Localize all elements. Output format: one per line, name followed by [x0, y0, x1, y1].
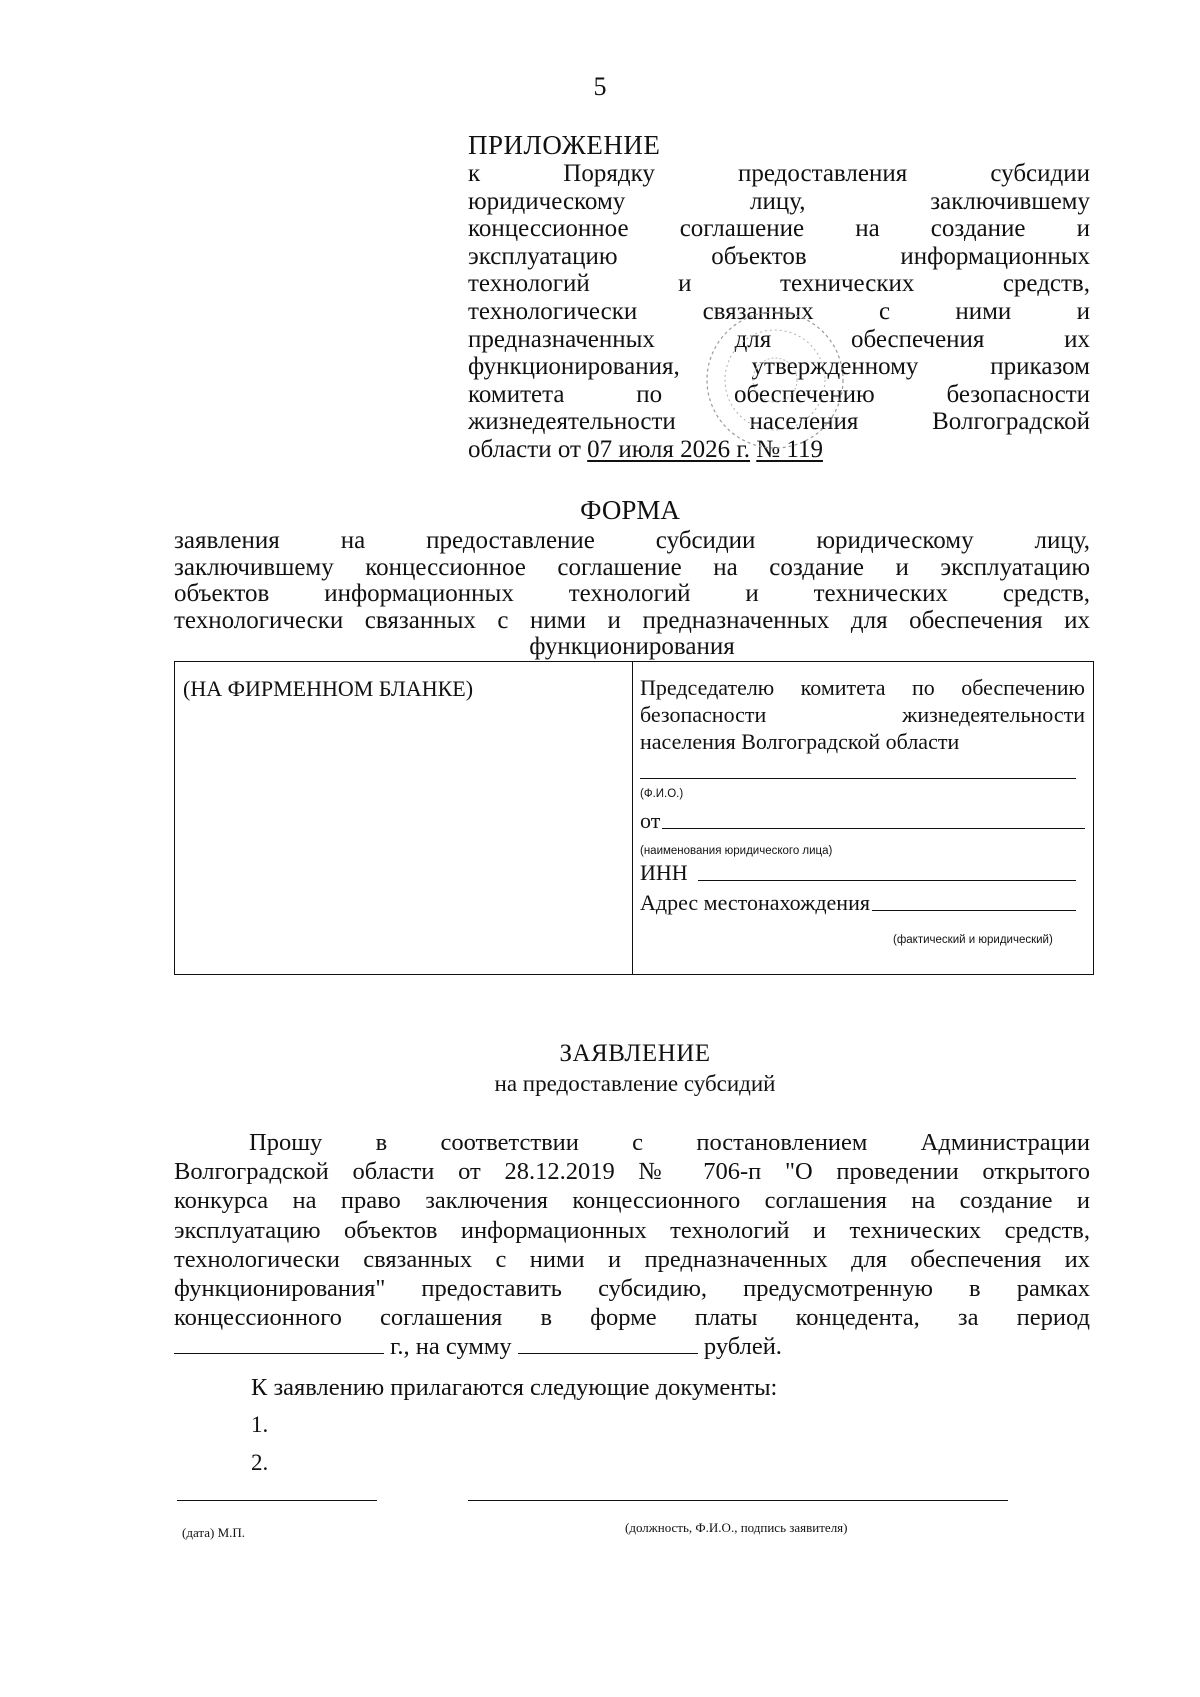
addressee-line: безопасности жизнедеятельности [640, 702, 1085, 727]
statement-line: концессионного соглашения в форме платы концедента, за период [174, 1304, 1090, 1332]
appendix-line: комитета по обеспечению безопасности [468, 380, 1090, 408]
statement-line: Волгоградской области от 28.12.2019 № 706-п "О проведении открытого [174, 1158, 1090, 1186]
date-signature-line[interactable] [177, 1500, 377, 1501]
header-table [174, 661, 1094, 975]
fio-field[interactable] [640, 778, 1076, 779]
attachments-intro: К заявлению прилагаются следующие документы: [251, 1374, 778, 1401]
appendix-line: жизнедеятельности населения Волгоградской [468, 408, 1090, 436]
from-field[interactable] [640, 808, 1085, 834]
appendix-line: технологий и технических средств, [468, 270, 1090, 298]
appendix-line: эксплуатацию объектов информационных [468, 242, 1090, 270]
seal-stamp-icon [700, 305, 850, 455]
form-title: ФОРМА [580, 495, 680, 525]
order-number: № 119 [756, 435, 823, 463]
form-subtitle [174, 528, 1090, 661]
address-input-line[interactable] [872, 909, 1076, 911]
date-caption: (дата) М.П. [182, 1525, 246, 1540]
address-field[interactable] [640, 890, 1076, 916]
addressee-line: населения Волгоградской области [640, 729, 960, 754]
statement-subtitle: на предоставление субсидий [494, 1071, 776, 1096]
attachment-item: 2. [251, 1450, 269, 1475]
period-blank[interactable] [174, 1352, 384, 1354]
amount-blank[interactable] [518, 1352, 698, 1354]
attachment-item: 1. [251, 1412, 269, 1437]
form-subtitle-line: заключившему концессионное соглашение на создание и эксплуатацию [174, 553, 1090, 581]
applicant-signature-line[interactable] [468, 1500, 1008, 1501]
appendix-title: ПРИЛОЖЕНИЕ [468, 130, 661, 160]
appendix-line: концессионное соглашение на создание и [468, 215, 1090, 243]
statement-body [174, 1128, 1090, 1362]
appendix-line: технологически связанных с ними и [468, 297, 1090, 325]
form-subtitle-line: заявления на предоставление субсидии юридическому лицу, [174, 527, 1090, 554]
legal-name-caption: (наименования юридического лица) [640, 845, 833, 857]
period-amount-line [174, 1332, 1090, 1361]
statement-line: технологически связанных с ними и предназначенных для обеспечения их [174, 1245, 1090, 1273]
addressee-line: Председателю комитета по обеспечению [640, 675, 1085, 700]
statement-title: ЗАЯВЛЕНИЕ [559, 1040, 711, 1067]
form-subtitle-line: объектов информационных технологий и технических средств, [174, 580, 1090, 607]
inn-input-line[interactable] [698, 879, 1076, 881]
amount-suffix: рублей. [697, 1333, 782, 1361]
letterhead-cell: (НА ФИРМЕННОМ БЛАНКЕ) [183, 676, 474, 701]
appendix-date-prefix: области от [468, 435, 588, 463]
fio-caption: (Ф.И.О.) [640, 788, 684, 800]
table-divider [632, 662, 633, 974]
statement-line: эксплуатацию объектов информационных технологий и технических средств, [174, 1216, 1090, 1244]
inn-label: ИНН [640, 860, 688, 885]
from-input-line[interactable] [662, 827, 1085, 829]
period-suffix: г., на сумму [384, 1333, 518, 1361]
statement-line: Прошу в соответствии с постановлением Администрации [249, 1129, 1090, 1156]
address-label: Адрес местонахождения [640, 890, 870, 915]
form-subtitle-line: технологически связанных с ними и предназначенных для обеспечения их [174, 606, 1090, 634]
page-number: 5 [593, 72, 607, 101]
statement-line: конкурса на право заключения концессионного соглашения на создание и [174, 1187, 1090, 1215]
appendix-line: функционирования, утвержденному приказом [468, 353, 1090, 381]
addressee-cell [640, 674, 1085, 755]
appendix-line: предназначенных для обеспечения их [468, 325, 1090, 353]
appendix-line: юридическому лицу, заключившему [468, 187, 1090, 215]
appendix-line: к Порядку предоставления субсидии [468, 160, 1090, 187]
order-date: 07 июля 2026 г. [587, 435, 751, 463]
from-label: от [640, 808, 661, 833]
inn-field[interactable] [640, 860, 1076, 886]
form-subtitle-line: функционирования [529, 633, 735, 660]
statement-line: функционирования" предоставить субсидию, предусмотренную в рамках [174, 1275, 1090, 1303]
signer-caption: (должность, Ф.И.О., подпись заявителя) [625, 1520, 848, 1535]
address-caption: (фактический и юридический) [893, 934, 1053, 946]
